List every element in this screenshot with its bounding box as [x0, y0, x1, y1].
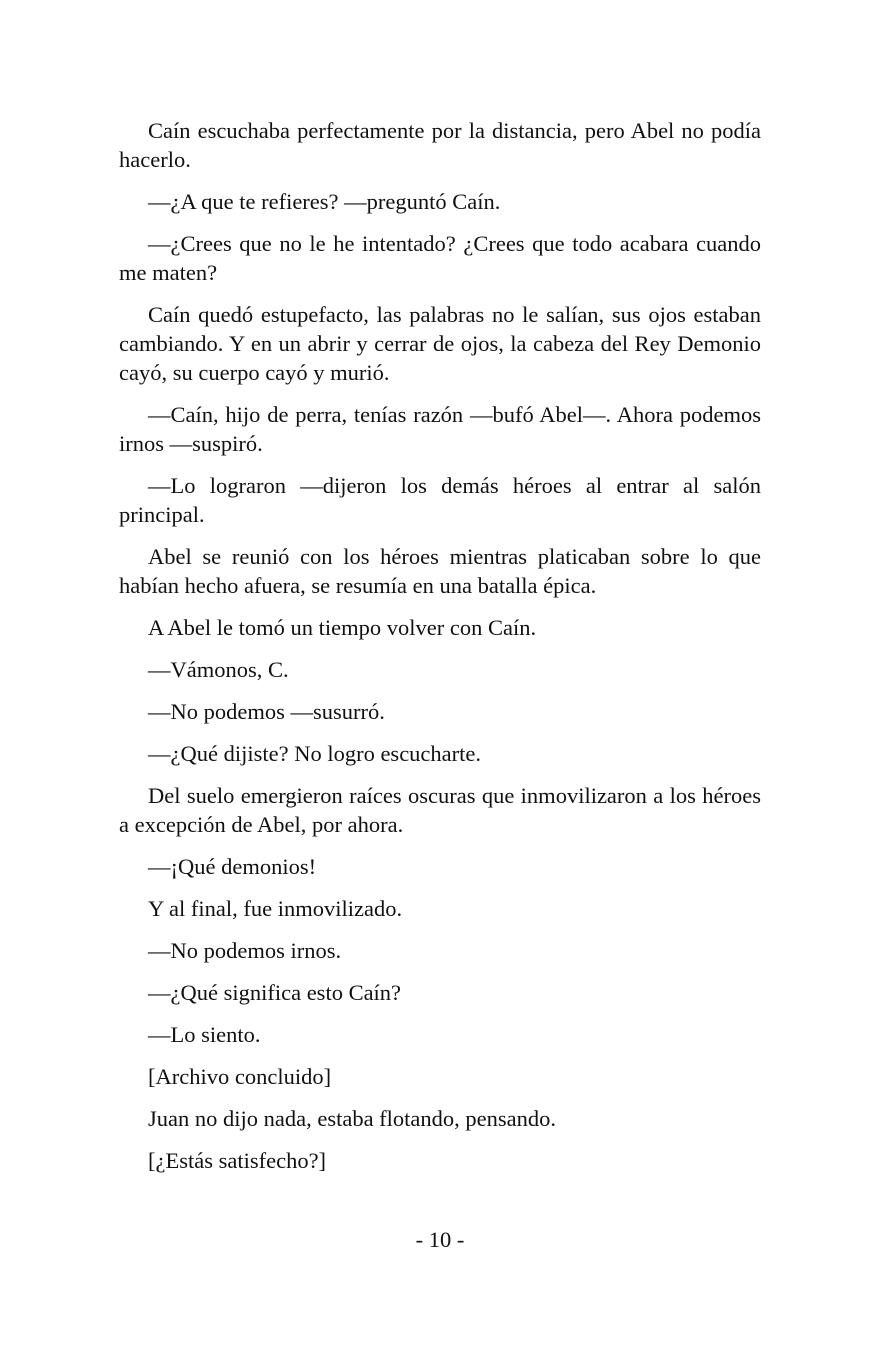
paragraph: Juan no dijo nada, estaba flotando, pensando.: [148, 1106, 557, 1131]
paragraph: —Lo lograron —dijeron los demás héroes al entrar al salón principal.: [119, 473, 761, 527]
paragraph: —No podemos irnos.: [148, 938, 342, 963]
paragraph: —¡Qué demonios!: [148, 854, 317, 879]
page-body: [119, 116, 761, 1188]
paragraph: Y al final, fue inmovilizado.: [148, 896, 403, 921]
paragraph: Del suelo emergieron raíces oscuras que inmovilizaron a los héroes a excepción de Abel, por ahora.: [119, 783, 761, 837]
paragraph: Caín quedó estupefacto, las palabras no le salían, sus ojos estaban cambiando. Y en un abrir y cerrar de ojos, la cabeza del Rey Demonio cayó, su cuerpo cayó y murió.: [119, 302, 761, 385]
paragraph: Abel se reunió con los héroes mientras platicaban sobre lo que habían hecho afuera, se resumía en una batalla épica.: [119, 544, 761, 598]
paragraph: Caín escuchaba perfectamente por la distancia, pero Abel no podía hacerlo.: [119, 118, 761, 172]
paragraph: —Vámonos, C.: [148, 657, 289, 682]
page-number: - 10 -: [415, 1227, 465, 1252]
paragraph: —¿Qué dijiste? No logro escucharte.: [148, 741, 482, 766]
paragraph: A Abel le tomó un tiempo volver con Caín.: [148, 615, 537, 640]
paragraph: —Caín, hijo de perra, tenías razón —bufó Abel—. Ahora podemos irnos —suspiró.: [119, 402, 761, 456]
paragraph: —Lo siento.: [148, 1022, 261, 1047]
paragraph: —¿A que te refieres? —preguntó Caín.: [148, 189, 501, 214]
paragraph: [¿Estás satisfecho?]: [148, 1148, 327, 1173]
paragraph: —¿Qué significa esto Caín?: [148, 980, 402, 1005]
paragraph: —No podemos —susurró.: [148, 699, 385, 724]
paragraph: [Archivo concluido]: [148, 1064, 332, 1089]
paragraph: —¿Crees que no le he intentado? ¿Crees que todo acabara cuando me maten?: [119, 231, 761, 285]
